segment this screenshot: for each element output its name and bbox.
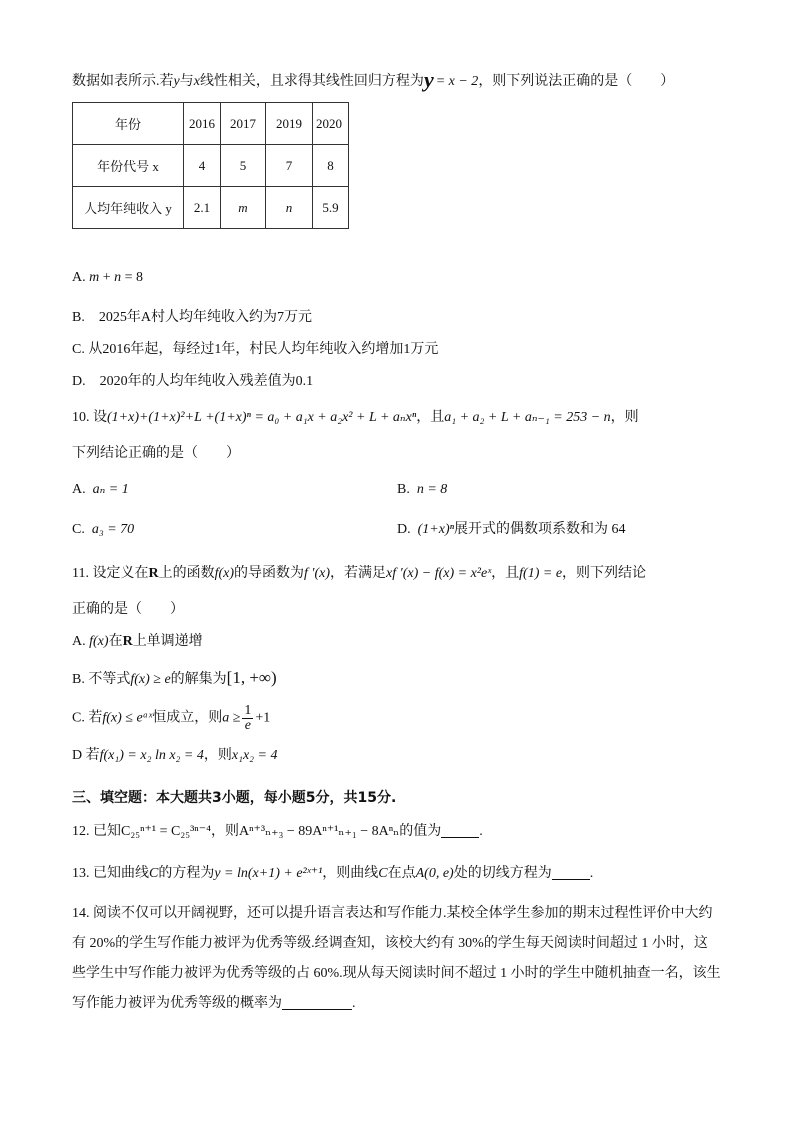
table-row — [73, 103, 349, 145]
q11-value: f(1) = e — [519, 566, 563, 581]
q11-option-c — [72, 704, 270, 733]
q14-line-4: 写作能力被评为优秀等级的概率为 . — [72, 996, 356, 1011]
option-label: C. 若 — [72, 710, 103, 726]
q12-expression: Aⁿ⁺³ₙ₊₃ − 89Aⁿ⁺¹ₙ₊₁ − 8Aⁿₙ — [238, 824, 400, 839]
q9-option-b: B. 2025年A村人均年纯收入约为7万元 — [72, 310, 312, 325]
q13-text: 在点 — [387, 866, 416, 881]
fraction-denominator: e — [244, 718, 251, 733]
operator: + — [99, 270, 115, 285]
table-cell: 人均年纯收入 y — [73, 187, 184, 229]
table-cell: 7 — [266, 145, 313, 187]
option-expression: x₁x₂ = 4 — [231, 748, 278, 763]
q13-text: ，则曲线 — [322, 866, 379, 881]
intro-text: 与 — [179, 74, 194, 89]
q11-stem-line2: 正确的是（ ） — [72, 602, 184, 617]
option-expression: (1+x)ⁿ — [417, 522, 455, 537]
option-expression: f(x₁) = x₂ ln x₂ = 4 — [99, 748, 204, 763]
option-label: A. — [72, 270, 86, 285]
var-n: n — [114, 270, 122, 285]
option-expression: a ≥ — [222, 710, 241, 726]
q11-condition: xf ′(x) − f(x) = x²eˣ — [386, 566, 492, 581]
option-label: D 若 — [72, 748, 100, 763]
q13-text: 处的切线方程为 — [453, 866, 552, 881]
q9-option-a — [72, 268, 143, 288]
q10-option-a — [72, 480, 129, 500]
q11-text: ，若满足 — [330, 566, 387, 581]
q11-text: 的导函数为 — [234, 566, 305, 581]
var-m: m — [89, 270, 100, 285]
q10-option-b — [397, 480, 447, 500]
intro-line — [72, 67, 675, 92]
q11-option-b — [72, 668, 277, 690]
q12: 12. 已知C₂₅ⁿ⁺¹ = C₂₅³ⁿ⁻⁴，则Aⁿ⁺³ₙ₊₃ − 89Aⁿ⁺¹ₙ₊₁ − 8Aⁿₙ的值为 . — [72, 824, 483, 839]
q13-expression: y = ln(x+1) + e²ˣ⁺¹ — [214, 866, 323, 881]
table-cell: 5 — [221, 145, 266, 187]
regression-eq: = x − 2 — [435, 74, 479, 89]
q11-option-d — [72, 746, 277, 766]
fraction — [242, 704, 253, 733]
table-cell: 8 — [313, 145, 349, 187]
q10-text: ，且 — [416, 410, 445, 425]
table-cell: 年份 — [73, 103, 184, 145]
q14-line-1: 14. 阅读不仅可以开阔视野，还可以提升语言表达和写作能力.某校全体学生参加的期末过程性评价中大约 — [72, 906, 713, 921]
table-cell: 2020 — [313, 103, 349, 145]
question-number: 10. 设 — [72, 410, 107, 425]
var-y: y — [173, 74, 180, 89]
q11-option-a — [72, 632, 203, 652]
answer-blank[interactable] — [282, 995, 352, 1010]
regression-y-hat: y — [423, 67, 434, 92]
q12-condition: C₂₅ⁿ⁺¹ = C₂₅³ⁿ⁻⁴ — [121, 824, 211, 839]
q10-stem-line2: 下列结论正确的是（ ） — [72, 446, 240, 461]
fraction-numerator: 1 — [244, 703, 252, 718]
section-heading: 三、填空题：本大题共3小题，每小题5分，共15分. — [72, 790, 397, 806]
q9-option-d: D. 2020年的人均年纯收入残差值为0.1 — [72, 374, 314, 389]
q14-line-2: 有 20%的学生写作能力被评为优秀等级.经调查知，该校大约有 30%的学生每天阅读时间超过 1 小时，这 — [72, 936, 708, 951]
option-text: 展开式的偶数项系数和为 64 — [454, 522, 626, 537]
option-label: B. 不等式 — [72, 672, 131, 687]
q10-option-c — [72, 520, 134, 540]
q14-text: 写作能力被评为优秀等级的概率为 — [72, 996, 282, 1011]
q13-text: 13. 已知曲线 — [72, 866, 149, 881]
option-label: B. — [397, 482, 410, 497]
option-expression: f(x) ≥ e — [130, 672, 171, 687]
option-label: D. — [397, 522, 411, 537]
table-cell: n — [266, 187, 313, 229]
q10-text: ，则 — [610, 410, 639, 425]
q12-text: ，则 — [210, 824, 239, 839]
option-text: 的解集为 — [170, 672, 227, 687]
option-expression: [1, +∞) — [226, 668, 277, 687]
option-expression: +1 — [255, 710, 271, 726]
option-label: C. — [72, 522, 85, 537]
answer-blank[interactable] — [441, 823, 479, 838]
q10-expression: (1+x)+(1+x)²+L +(1+x)ⁿ = a₀ + a₁x + a₂x² + L + aₙxⁿ — [107, 410, 417, 425]
curve-C: C — [149, 866, 159, 881]
q10-condition: a₁ + a₂ + L + aₙ₋₁ = 253 − n — [444, 410, 611, 425]
option-text: 上单调递增 — [132, 634, 203, 649]
intro-text: 数据如表所示.若 — [72, 74, 174, 89]
table-cell: 2016 — [184, 103, 221, 145]
set-R: R — [122, 634, 133, 649]
function-fx: f(x) — [89, 634, 109, 649]
q11-stem — [72, 564, 646, 584]
q13: 13. 已知曲线C的方程为y = ln(x+1) + e²ˣ⁺¹，则曲线C在点A(0, e)处的切线方程为 . — [72, 866, 594, 881]
table-cell: 2017 — [221, 103, 266, 145]
q11-text: 11. 设定义在 — [72, 566, 149, 581]
table-cell: 4 — [184, 145, 221, 187]
point-A: A(0, e) — [415, 866, 454, 881]
option-label: A. — [72, 634, 86, 649]
table-cell: 2019 — [266, 103, 313, 145]
option-text: ，则 — [203, 748, 232, 763]
option-expression: f(x) ≤ eᵃˣ — [102, 710, 153, 726]
var-x: x — [193, 74, 200, 89]
set-R: R — [148, 566, 159, 581]
q10-stem — [72, 408, 639, 428]
q12-text: 的值为 — [399, 824, 442, 839]
table-cell: m — [221, 187, 266, 229]
derivative-fx: f ′(x) — [304, 566, 331, 581]
table-row — [73, 187, 349, 229]
data-table — [72, 102, 349, 229]
option-text: 在 — [108, 634, 123, 649]
option-text: 恒成立，则 — [152, 710, 223, 726]
answer-blank[interactable] — [552, 865, 590, 880]
option-expression: aₙ = 1 — [92, 482, 129, 497]
option-expression: n = 8 — [416, 482, 448, 497]
curve-C: C — [378, 866, 388, 881]
table-cell: 年份代号 x — [73, 145, 184, 187]
option-label: A. — [72, 482, 86, 497]
equation-rhs: = 8 — [121, 270, 144, 285]
q11-text: ，则下列结论 — [562, 566, 647, 581]
q9-option-c: C. 从2016年起，每经过1年，村民人均年纯收入约增加1万元 — [72, 342, 439, 357]
q11-text: ，且 — [491, 566, 520, 581]
option-expression: a₃ = 70 — [91, 522, 135, 537]
intro-text: ，则下列说法正确的是（ ） — [478, 74, 675, 89]
table-row — [73, 145, 349, 187]
function-fx: f(x) — [214, 566, 235, 581]
intro-text: 线性相关，且求得其线性回归方程为 — [199, 74, 424, 89]
q13-text: 的方程为 — [158, 866, 215, 881]
q14-line-3: 些学生中写作能力被评为优秀等级的占 60%.现从每天阅读时间不超过 1 小时的学生中随机抽查一名，该生 — [72, 966, 721, 981]
q12-text: 12. 已知 — [72, 824, 121, 839]
q10-option-d — [397, 520, 626, 540]
table-cell: 5.9 — [313, 187, 349, 229]
table-cell: 2.1 — [184, 187, 221, 229]
q11-text: 上的函数 — [158, 566, 215, 581]
